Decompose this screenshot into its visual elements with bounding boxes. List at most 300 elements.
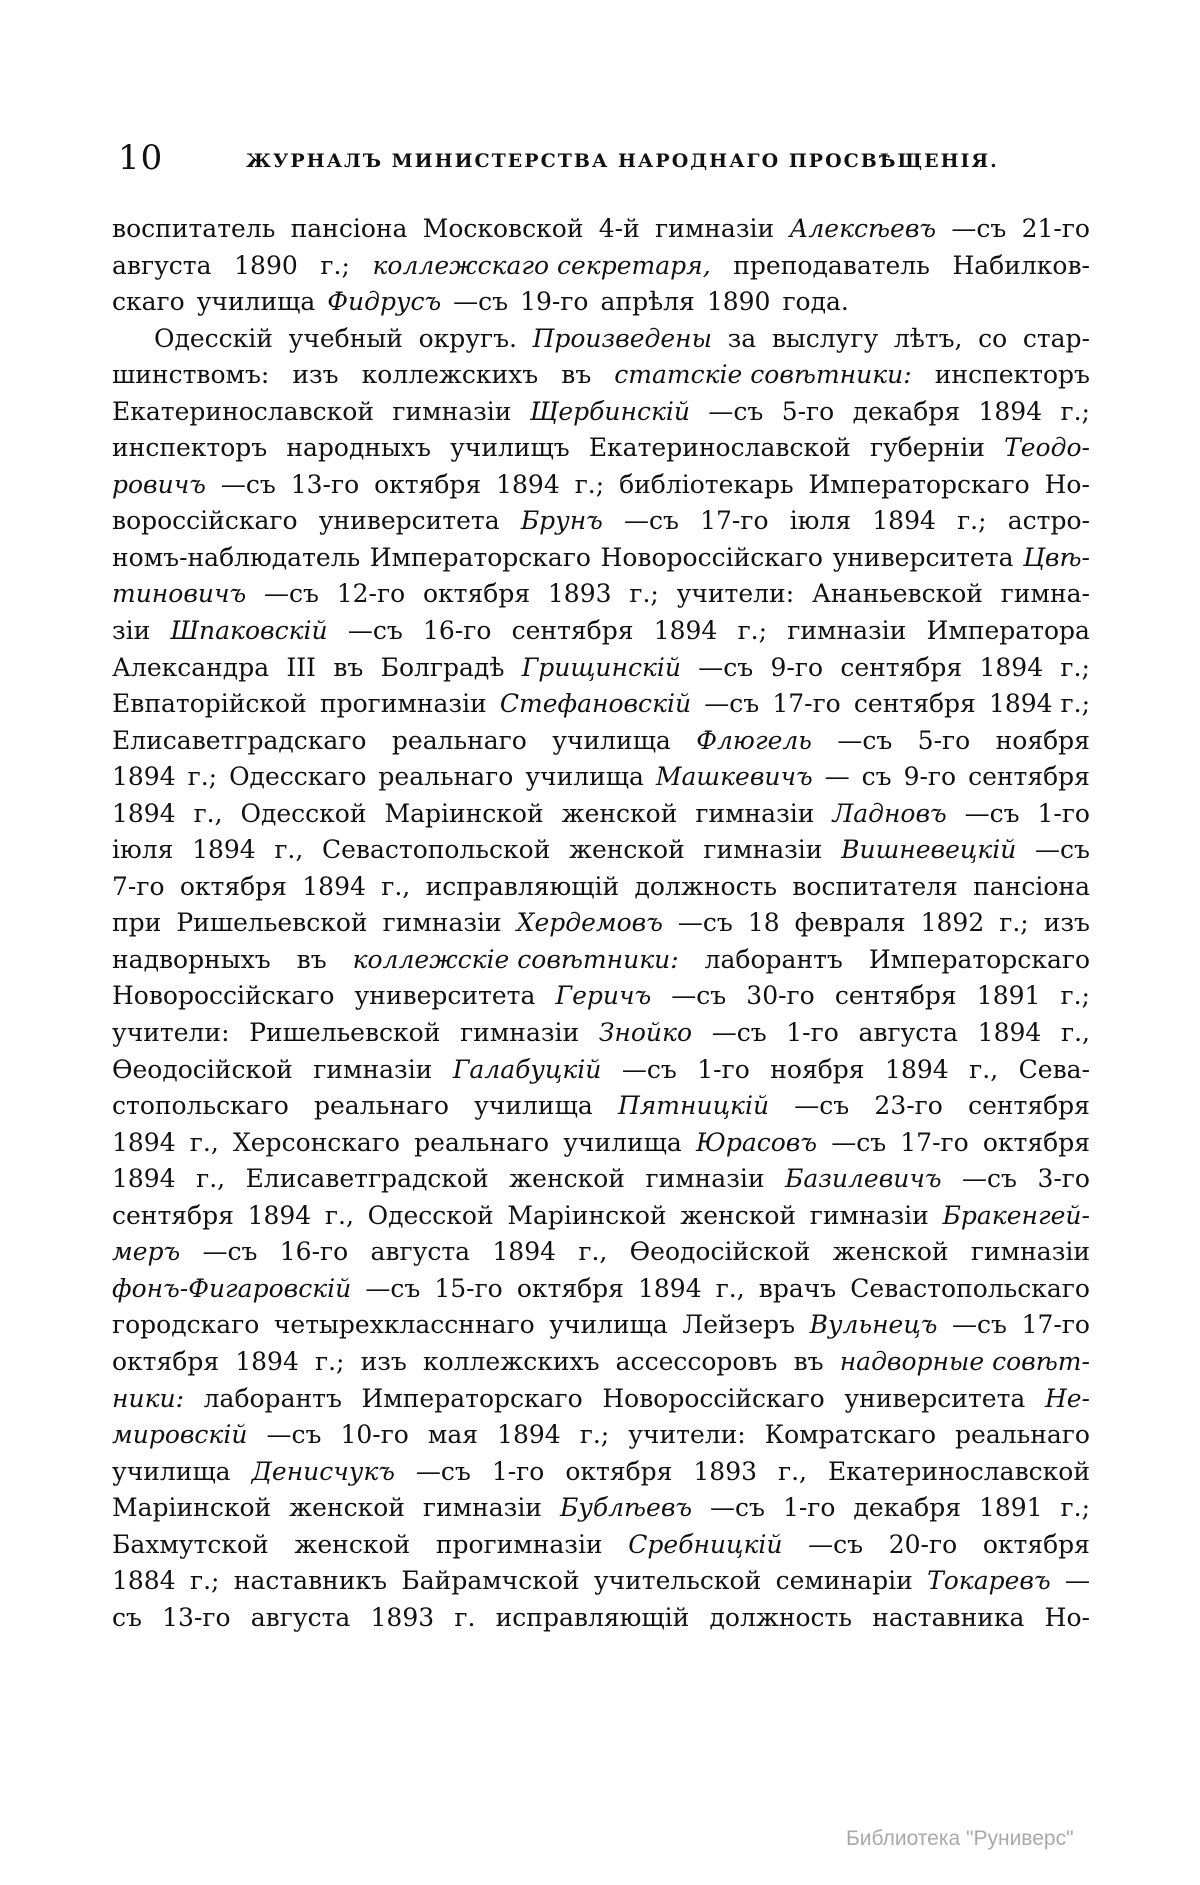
italic-word: Базилевичъ bbox=[784, 1164, 942, 1194]
italic-word: Фидрусъ bbox=[327, 287, 442, 317]
word: —съ bbox=[621, 1054, 677, 1084]
text-line bbox=[112, 759, 1090, 796]
word: г.; bbox=[1060, 1493, 1090, 1523]
word: университета bbox=[354, 981, 536, 1011]
word: 1894 bbox=[112, 798, 176, 828]
text-line bbox=[112, 540, 1090, 577]
text-line bbox=[112, 1052, 1090, 1089]
word: 1-го bbox=[1037, 798, 1090, 828]
word: вороссійскаго bbox=[112, 506, 298, 536]
italic-word: Ладновъ bbox=[832, 798, 947, 828]
word: 12-го bbox=[336, 579, 406, 609]
word: октября bbox=[179, 871, 287, 901]
word: университета bbox=[844, 1383, 1026, 1413]
word: г., bbox=[196, 1164, 226, 1194]
word: гимна- bbox=[1000, 579, 1090, 609]
word: г., bbox=[715, 1273, 745, 1303]
word: лаборантъ bbox=[203, 1383, 342, 1413]
italic-word: Знойко bbox=[598, 1018, 693, 1048]
word: —съ bbox=[347, 616, 403, 646]
word: съ bbox=[861, 762, 892, 792]
word: 19-го bbox=[520, 287, 589, 317]
word: 1894 bbox=[653, 616, 718, 646]
word: четырехклассннаго bbox=[273, 1310, 535, 1340]
word: 1892 bbox=[920, 908, 985, 938]
word: 1891 bbox=[976, 981, 1041, 1011]
word: 16-го bbox=[279, 1237, 349, 1267]
word: пансіона bbox=[290, 214, 408, 243]
word: учители: bbox=[112, 1018, 230, 1048]
italic-word: Пятницкій bbox=[617, 1091, 770, 1121]
word: г.; bbox=[1060, 396, 1090, 426]
word: 10-го bbox=[340, 1420, 409, 1450]
word: реальнаго bbox=[314, 1091, 449, 1121]
page-number: 10 bbox=[118, 138, 164, 178]
word: 1894 bbox=[112, 762, 176, 792]
word: 17-го bbox=[1021, 1310, 1090, 1340]
word: гимназіи bbox=[313, 1054, 433, 1084]
word: въ bbox=[333, 652, 364, 682]
word: гимназіи bbox=[809, 1200, 929, 1230]
word: сентября bbox=[968, 762, 1090, 792]
word: августа bbox=[250, 1602, 351, 1632]
word: Екатеринославской bbox=[828, 1456, 1090, 1486]
word: реальнаго bbox=[378, 762, 514, 792]
word: —съ bbox=[962, 1164, 1017, 1194]
word: наставника bbox=[872, 1602, 1025, 1632]
word: врачъ bbox=[758, 1273, 837, 1303]
word: учебный bbox=[288, 323, 403, 353]
word: прогимназіи bbox=[319, 689, 487, 719]
italic-word: коллежскіе совѣтники: bbox=[352, 944, 679, 974]
word: 1894 bbox=[492, 1237, 557, 1267]
word: Новороссійскаго bbox=[602, 1383, 825, 1413]
word: —съ bbox=[624, 506, 679, 536]
word: г., bbox=[189, 1127, 219, 1157]
word: учительской bbox=[593, 1566, 762, 1596]
word: Байрамчской bbox=[401, 1566, 580, 1596]
word: октября bbox=[516, 1273, 624, 1303]
word: Одесскій bbox=[154, 323, 273, 353]
text-line bbox=[112, 686, 1090, 723]
word: октября bbox=[112, 1346, 220, 1376]
word: 1-го bbox=[786, 1018, 839, 1048]
italic-word: Сребницкій bbox=[628, 1529, 783, 1559]
word: г., bbox=[381, 871, 411, 901]
word: Одесской bbox=[367, 1200, 494, 1230]
word: 1894 bbox=[978, 396, 1043, 426]
word: 1894 bbox=[979, 652, 1044, 682]
word: изъ bbox=[1043, 908, 1090, 938]
italic-word: Бракенгей- bbox=[942, 1200, 1090, 1230]
word: 17-го bbox=[900, 1127, 969, 1157]
word: гимназіи bbox=[970, 1237, 1090, 1267]
word: г., bbox=[1060, 1018, 1090, 1048]
italic-word: коллежскаго секретаря, bbox=[372, 250, 711, 280]
word: —съ bbox=[453, 287, 509, 317]
word: Сева- bbox=[1018, 1054, 1090, 1084]
word: университета bbox=[832, 542, 1014, 572]
italic-word: Вишневецкій bbox=[841, 835, 1017, 865]
word: Императора bbox=[926, 616, 1090, 646]
word: исправляющій bbox=[425, 871, 620, 901]
italic-word: Хердемовъ bbox=[516, 908, 663, 938]
word: округъ. bbox=[418, 323, 517, 353]
word: Одесской bbox=[240, 798, 367, 828]
word: августа bbox=[858, 1018, 958, 1048]
word: 3-го bbox=[1037, 1164, 1090, 1194]
word: выслугу bbox=[771, 323, 879, 353]
word: 1-го bbox=[491, 1456, 545, 1486]
word: Елисаветградской bbox=[245, 1164, 489, 1194]
word: 1894 bbox=[302, 871, 366, 901]
word: женской bbox=[289, 1493, 405, 1523]
word: —съ bbox=[1034, 835, 1090, 865]
word: народныхъ bbox=[286, 433, 431, 463]
italic-word: Произведены bbox=[532, 323, 712, 353]
word: 15-го bbox=[434, 1273, 503, 1303]
text-line bbox=[112, 357, 1090, 394]
text-line bbox=[112, 1527, 1090, 1564]
word: 1894 bbox=[872, 506, 936, 536]
page-header bbox=[118, 138, 1088, 182]
text-line bbox=[112, 1125, 1090, 1162]
word: училища bbox=[112, 1456, 231, 1486]
italic-word: Токаревъ bbox=[927, 1566, 1051, 1596]
text-line bbox=[112, 467, 1090, 504]
word: Но- bbox=[1044, 1602, 1090, 1632]
word: —съ bbox=[415, 1456, 471, 1486]
word: іюля bbox=[789, 506, 852, 536]
italic-word: ники: bbox=[112, 1383, 185, 1413]
word: 1894 bbox=[496, 469, 560, 499]
word: 1893 bbox=[693, 1456, 758, 1486]
word: 30-го bbox=[746, 981, 815, 1011]
word: гимназіи bbox=[787, 616, 907, 646]
word: Ришельевской bbox=[249, 1018, 441, 1048]
italic-word: Денисчукъ bbox=[251, 1456, 395, 1486]
text-line bbox=[112, 650, 1090, 687]
word: октября bbox=[982, 1127, 1090, 1157]
word: должность bbox=[634, 871, 778, 901]
word: ноября bbox=[995, 725, 1090, 755]
word: 1894 bbox=[192, 835, 256, 865]
word: 18 bbox=[747, 908, 780, 938]
word: 4-й bbox=[598, 214, 640, 243]
italic-word: надворные совѣт- bbox=[839, 1346, 1090, 1376]
word: г.; bbox=[1060, 652, 1090, 682]
word: Лейзеръ bbox=[682, 1310, 796, 1340]
word: — bbox=[824, 762, 850, 792]
word: исправляющій bbox=[495, 1602, 690, 1632]
word: Ришельевской bbox=[176, 908, 368, 938]
word: изъ bbox=[360, 1346, 407, 1376]
word: университета bbox=[318, 506, 500, 536]
word: воспитателя bbox=[792, 871, 958, 901]
italic-word: Вульнецъ bbox=[809, 1310, 938, 1340]
word: въ bbox=[793, 1346, 824, 1376]
italic-word: Геричъ bbox=[555, 981, 652, 1011]
word: —съ bbox=[220, 469, 276, 499]
word: —съ bbox=[794, 1091, 850, 1121]
word: стар- bbox=[1022, 323, 1090, 353]
word: коллежскихъ bbox=[422, 1346, 600, 1376]
italic-word: Теодо- bbox=[1004, 433, 1090, 463]
italic-word: Грищинскій bbox=[521, 652, 681, 682]
word: Но- bbox=[1044, 469, 1090, 499]
word: женской bbox=[680, 1200, 797, 1230]
word: —съ bbox=[704, 689, 760, 719]
word: 1893 bbox=[547, 579, 612, 609]
word: съ bbox=[112, 1602, 142, 1632]
word: г.; bbox=[320, 250, 350, 280]
word: 20-го bbox=[888, 1529, 958, 1559]
word: —съ bbox=[264, 579, 319, 609]
word: Ѳеодосійской bbox=[629, 1237, 811, 1267]
word: скаго bbox=[112, 287, 185, 317]
word: октября bbox=[565, 1456, 673, 1486]
word: 1890 bbox=[706, 287, 771, 317]
word: года. bbox=[782, 287, 849, 317]
word: 16-го bbox=[422, 616, 492, 646]
word: —съ bbox=[837, 725, 893, 755]
italic-word: тиновичъ bbox=[112, 579, 247, 609]
word: августа bbox=[112, 250, 212, 280]
word: изъ bbox=[292, 360, 339, 390]
word: женской bbox=[294, 1529, 411, 1559]
word: г., bbox=[324, 1200, 354, 1230]
word: 17-го bbox=[700, 506, 769, 536]
text-line bbox=[112, 942, 1090, 979]
text-line bbox=[112, 1307, 1090, 1344]
word: въ bbox=[296, 944, 327, 974]
word: воспитатель bbox=[112, 214, 276, 243]
text-line bbox=[112, 723, 1090, 760]
word: училища bbox=[563, 1127, 682, 1157]
text-line bbox=[112, 284, 1090, 321]
italic-word: Галабуцкій bbox=[452, 1054, 602, 1084]
word: 1894 г.; bbox=[988, 689, 1090, 719]
word: номъ-наблюдатель bbox=[112, 542, 361, 572]
word: Севастопольскаго bbox=[850, 1273, 1090, 1303]
word: III bbox=[286, 652, 317, 682]
word: Новороссійскаго bbox=[600, 542, 823, 572]
word: лѣтъ, bbox=[893, 323, 963, 353]
word: шинствомъ: bbox=[112, 360, 270, 390]
word: Новороссійскаго bbox=[112, 981, 335, 1011]
word: г., bbox=[969, 1054, 999, 1084]
word: гимназіи bbox=[460, 1018, 580, 1048]
word: со bbox=[978, 323, 1008, 353]
word: реальнаго bbox=[955, 1420, 1090, 1450]
word: прогимназіи bbox=[435, 1529, 603, 1559]
word: Маріинской bbox=[112, 1493, 272, 1523]
text-line bbox=[112, 869, 1090, 906]
word: училища bbox=[525, 762, 644, 792]
word: 1894 bbox=[497, 1420, 561, 1450]
word: гимназіи bbox=[645, 1164, 765, 1194]
word: октября bbox=[982, 1529, 1090, 1559]
text-line bbox=[112, 1600, 1090, 1637]
word: 1891 bbox=[978, 1493, 1043, 1523]
library-watermark: Библиотека "Руниверс" bbox=[846, 1827, 1074, 1850]
word: Маріинской bbox=[384, 798, 544, 828]
word: женской bbox=[561, 798, 678, 828]
running-title: ЖУРНАЛЪ МИНИСТЕРСТВА НАРОДНАГО ПРОСВѢЩЕНІЯ. bbox=[246, 150, 999, 172]
word: апрѣля bbox=[600, 287, 695, 317]
text-line bbox=[112, 1015, 1090, 1052]
word: 1894 bbox=[885, 1054, 949, 1084]
word: г. bbox=[454, 1602, 476, 1632]
word: 1884 bbox=[112, 1566, 176, 1596]
italic-word: Щербинскій bbox=[529, 396, 691, 426]
word: Херсонскаго bbox=[232, 1127, 400, 1157]
word: —съ bbox=[202, 1237, 258, 1267]
word: преподаватель bbox=[733, 250, 930, 280]
word: Александра bbox=[112, 652, 270, 682]
word: учители: bbox=[628, 1420, 746, 1450]
text-line bbox=[112, 832, 1090, 869]
word: Елисаветградскаго bbox=[112, 725, 367, 755]
text-line bbox=[112, 394, 1090, 431]
word: 5-го bbox=[781, 396, 835, 426]
word: сентября bbox=[834, 981, 957, 1011]
word: —съ bbox=[266, 1420, 322, 1450]
word: —съ bbox=[964, 798, 1020, 828]
word: г.; bbox=[574, 469, 605, 499]
word: гимназіи bbox=[392, 396, 512, 426]
text-line bbox=[112, 211, 1090, 248]
word: 23-го bbox=[874, 1091, 943, 1121]
word: 1894 bbox=[977, 1018, 1042, 1048]
word: инспекторъ bbox=[934, 360, 1090, 390]
word: Императорскаго bbox=[808, 469, 1030, 499]
word: реальнаго bbox=[414, 1127, 550, 1157]
word: —съ bbox=[711, 1018, 767, 1048]
word: Императорскаго bbox=[868, 944, 1090, 974]
word: Севастопольской bbox=[321, 835, 551, 865]
word: Болградѣ bbox=[380, 652, 505, 682]
word: декабря bbox=[853, 1493, 961, 1523]
word: за bbox=[727, 323, 757, 353]
word: 13-го bbox=[290, 469, 360, 499]
word: женской bbox=[832, 1237, 949, 1267]
word: г.; bbox=[187, 762, 218, 792]
word: 17-го bbox=[772, 689, 841, 719]
word: —съ bbox=[698, 652, 754, 682]
italic-word: Стефановскій bbox=[499, 689, 692, 719]
word: февраля bbox=[794, 908, 906, 938]
text-line bbox=[112, 796, 1090, 833]
word: октября bbox=[374, 469, 482, 499]
text-line bbox=[112, 1234, 1090, 1271]
word: 9-го bbox=[903, 762, 957, 792]
word: учители: bbox=[676, 579, 795, 609]
word: инспекторъ bbox=[112, 433, 268, 463]
text-line bbox=[112, 1454, 1090, 1491]
text-line bbox=[112, 321, 1090, 358]
word: —съ bbox=[365, 1273, 421, 1303]
word: октября bbox=[422, 579, 531, 609]
word: 7-го bbox=[112, 871, 165, 901]
word: зіи bbox=[112, 616, 151, 646]
word: Комратскаго bbox=[764, 1420, 937, 1450]
word: губерніи bbox=[869, 433, 985, 463]
word: сентября bbox=[112, 1200, 234, 1230]
word: Императорскаго bbox=[369, 542, 591, 572]
text-line bbox=[112, 576, 1090, 613]
italic-word: мировскій bbox=[112, 1420, 248, 1450]
word: пансіона bbox=[973, 871, 1090, 901]
word: —съ bbox=[671, 981, 727, 1011]
italic-word: Флюгель bbox=[696, 725, 812, 755]
word: городскаго bbox=[112, 1310, 260, 1340]
word: коллежскихъ bbox=[361, 360, 539, 390]
text-line bbox=[112, 978, 1090, 1015]
italic-word: меръ bbox=[112, 1237, 181, 1267]
word: —съ bbox=[710, 1493, 765, 1523]
word: 21-го bbox=[1021, 214, 1090, 243]
word: лаборантъ bbox=[704, 944, 843, 974]
word: 1894 bbox=[247, 1200, 312, 1230]
text-line bbox=[112, 430, 1090, 467]
word: Екатеринославской bbox=[588, 433, 851, 463]
word: Московской bbox=[422, 214, 584, 243]
word: г., bbox=[274, 835, 304, 865]
word: —съ bbox=[677, 908, 733, 938]
word: семинаріи bbox=[775, 1566, 913, 1596]
text-line bbox=[112, 1198, 1090, 1235]
word: училищъ bbox=[450, 433, 570, 463]
text-line bbox=[112, 1381, 1090, 1418]
italic-word: статскіе совѣтники: bbox=[614, 360, 912, 390]
word: гимназіи bbox=[422, 1493, 542, 1523]
word: 1890 bbox=[234, 250, 298, 280]
word: въ bbox=[561, 360, 592, 390]
word: г.; bbox=[189, 1566, 220, 1596]
word: г., bbox=[778, 1456, 808, 1486]
word: Евпаторійской bbox=[112, 689, 307, 719]
word: женской bbox=[509, 1164, 625, 1194]
word: 5-го bbox=[917, 725, 971, 755]
word: —съ bbox=[952, 1310, 1007, 1340]
text-line bbox=[112, 1161, 1090, 1198]
word: —съ bbox=[951, 214, 1007, 243]
word: наставникъ bbox=[233, 1566, 388, 1596]
word: при bbox=[112, 908, 162, 938]
word: —съ bbox=[708, 396, 764, 426]
italic-word: ровичъ bbox=[112, 469, 206, 499]
italic-word: Машкевичъ bbox=[655, 762, 813, 792]
word: гимназіи bbox=[695, 798, 815, 828]
word: мая bbox=[427, 1420, 479, 1450]
word: гимназіи bbox=[382, 908, 502, 938]
word: Маріинской bbox=[507, 1200, 667, 1230]
word: библіотекарь bbox=[619, 469, 794, 499]
text-line bbox=[112, 1088, 1090, 1125]
word: 1894 bbox=[112, 1164, 176, 1194]
word: 1893 bbox=[370, 1602, 435, 1632]
word: училища bbox=[474, 1091, 593, 1121]
word: женской bbox=[568, 835, 685, 865]
word: декабря bbox=[852, 396, 961, 426]
word: должность bbox=[709, 1602, 852, 1632]
word: сентября bbox=[968, 1091, 1090, 1121]
word: Бахмутской bbox=[112, 1529, 269, 1559]
word: астро- bbox=[1007, 506, 1090, 536]
text-line bbox=[112, 613, 1090, 650]
word: г.; bbox=[579, 1420, 610, 1450]
